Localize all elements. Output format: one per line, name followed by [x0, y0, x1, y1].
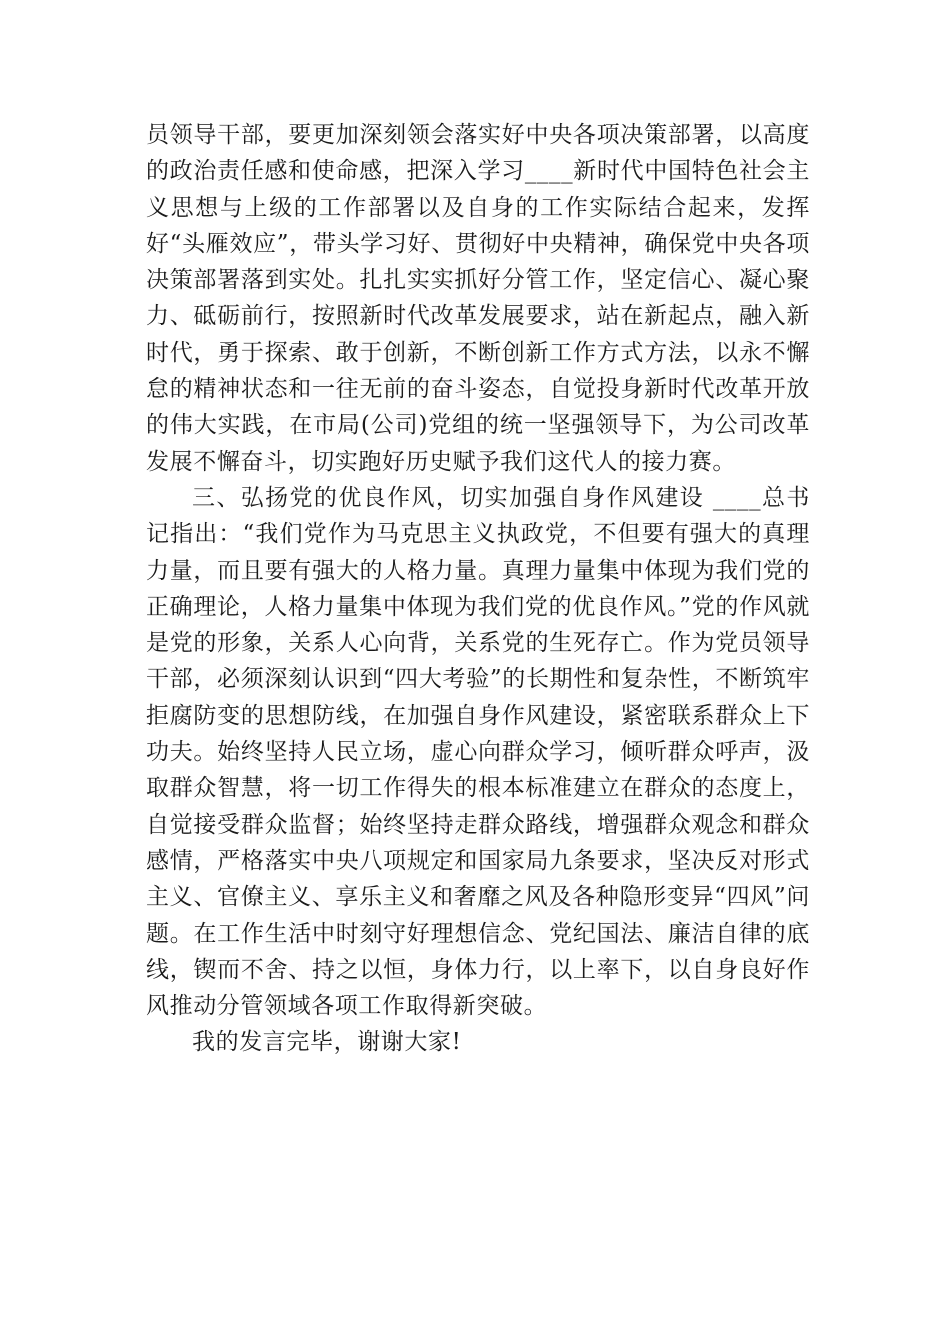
paragraph-continued: 员领导干部，要更加深刻领会落实好中央各项决策部署，以高度的政治责任感和使命感，把深入学习____新时代中国特色社会主义思想与上级的工作部署以及自身的工作实际结合起来，发挥好“头雁效应”，带头学习好、贯彻好中央精神，确保党中央各项决策部署落到实处。扎扎实实抓好分管工作，坚定信心、凝心聚力、砥砺前行，按照新时代改革发展要求，站在新起点，融入新时代，勇于探索、敢于创新，不断创新工作方式方法，以永不懈怠的精神状态和一往无前的奋斗姿态，自觉投身新时代改革开放的伟大实践，在市局(公司)党组的统一坚强领导下，为公司改革发展不懈奋斗，切实跑好历史赋予我们这代人的接力赛。 — [146, 122, 810, 475]
paragraph-closing: 我的发言完毕，谢谢大家! — [192, 1029, 462, 1056]
document-body — [146, 117, 810, 1061]
paragraph-section-three: 三、弘扬党的优良作风，切实加强自身作风建设 ____总书记指出：“我们党作为马克思主义执政党，不但要有强大的真理力量，而且要有强大的人格力量。真理力量集中体现为我们党的正确理论，人格力量集中体现为我们党的优良作风。”党的作风就是党的形象，关系人心向背，关系党的生死存亡。作为党员领导干部，必须深刻认识到“四大考验”的长期性和复杂性，不断筑牢拒腐防变的思想防线，在加强自身作风建设，紧密联系群众上下功夫。始终坚持人民立场，虚心向群众学习，倾听群众呼声，汲取群众智慧，将一切工作得失的根本标准建立在群众的态度上，自觉接受群众监督；始终坚持走群众路线，增强群众观念和群众感情，严格落实中央八项规定和国家局九条要求，坚决反对形式主义、官僚主义、享乐主义和奢靡之风及各种隐形变异“四风”问题。在工作生活中时刻守好理想信念、党纪国法、廉洁自律的底线，锲而不舍、持之以恒，身体力行，以上率下，以自身良好作风推动分管领域各项工作取得新突破。 — [146, 484, 810, 1020]
